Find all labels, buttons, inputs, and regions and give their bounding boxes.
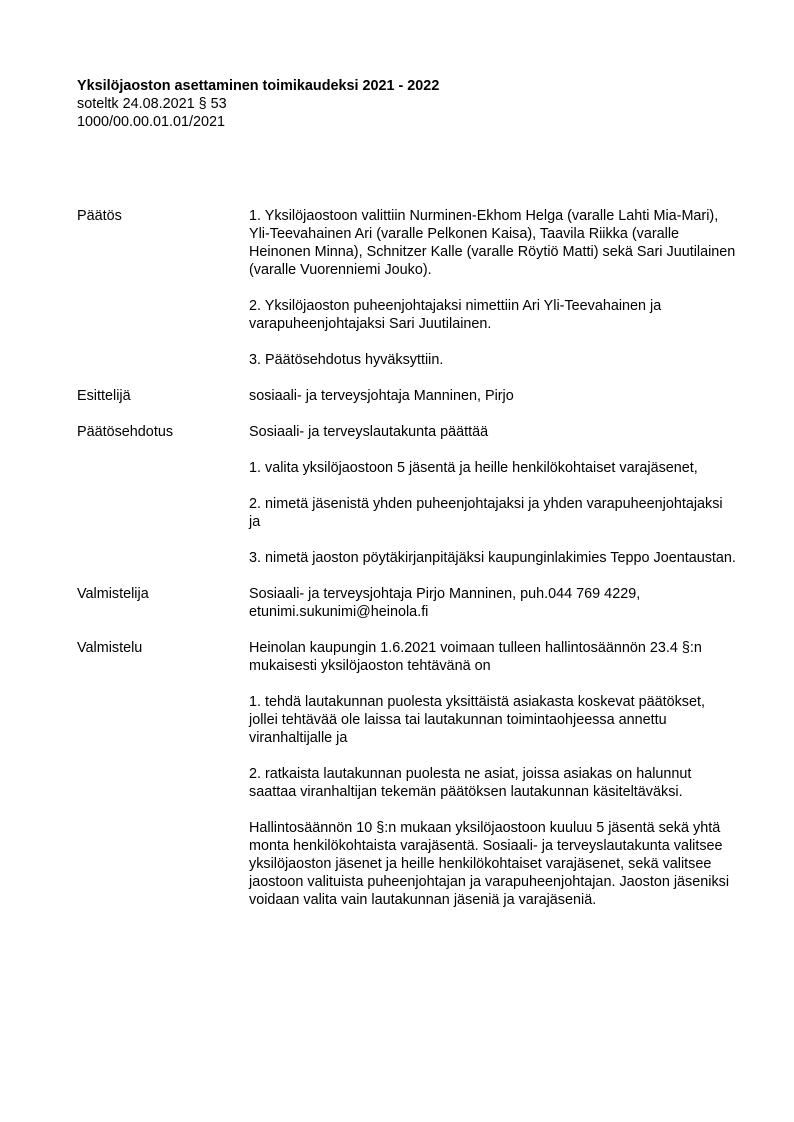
section-valmistelija bbox=[77, 585, 737, 621]
paragraph: 2. nimetä jäsenistä yhden puheenjohtajaksi ja yhden varapuheenjohtajaksi ja bbox=[249, 496, 723, 530]
section-body bbox=[249, 423, 737, 567]
document-header bbox=[77, 77, 737, 131]
section-label: Päätös bbox=[77, 208, 122, 224]
paragraph: sosiaali- ja terveysjohtaja Manninen, Pirjo bbox=[249, 388, 514, 404]
document-sections bbox=[77, 207, 737, 927]
paragraph: 3. nimetä jaoston pöytäkirjanpitäjäksi kaupunginlakimies Teppo Joentaustan. bbox=[249, 550, 736, 566]
section-body bbox=[249, 585, 737, 621]
paragraph: 1. valita yksilöjaostoon 5 jäsentä ja heille henkilökohtaiset varajäsenet, bbox=[249, 460, 698, 476]
meeting-reference: soteltk 24.08.2021 § 53 bbox=[77, 96, 227, 112]
paragraph: Hallintosäännön 10 §:n mukaan yksilöjaostoon kuuluu 5 jäsentä sekä yhtä monta henkilökohtaista varajäsentä. Sosiaali- ja terveyslautakunta valitsee yksilöjaoston jäsenet ja heille henkilökohtaiset varajäsenet, sekä valitsee jaostoon valituista puheenjohtajan ja varapuheenjohtajan. Jaoston jäseniksi voidaan valita vain lautakunnan jäseniä ja varajäseniä. bbox=[249, 820, 730, 908]
section-body bbox=[249, 387, 737, 405]
section-valmistelu bbox=[77, 639, 737, 909]
paragraph: 3. Päätösehdotus hyväksyttiin. bbox=[249, 352, 444, 368]
paragraph: Sosiaali- ja terveysjohtaja Pirjo Manninen, puh.044 769 4229, etunimi.sukunimi@heinola.fi bbox=[249, 586, 641, 620]
section-body bbox=[249, 639, 737, 909]
record-number: 1000/00.00.01.01/2021 bbox=[77, 114, 226, 130]
paragraph: 1. tehdä lautakunnan puolesta yksittäistä asiakasta koskevat päätökset, jollei tehtävää ole laissa tai lautakunnan toimintaohjeessa annettu viranhaltijalle ja bbox=[249, 694, 705, 746]
section-label: Päätösehdotus bbox=[77, 424, 174, 440]
paragraph: Sosiaali- ja terveyslautakunta päättää bbox=[249, 424, 489, 440]
section-paatos bbox=[77, 207, 737, 369]
document-title: Yksilöjaoston asettaminen toimikaudeksi 2021 - 2022 bbox=[77, 78, 440, 94]
paragraph: 2. Yksilöjaoston puheenjohtajaksi nimettiin Ari Yli-Teevahainen ja varapuheenjohtajaksi Sari Juutilainen. bbox=[249, 298, 662, 332]
paragraph: 1. Yksilöjaostoon valittiin Nurminen-Ekhom Helga (varalle Lahti Mia-Mari), Yli-Teevahainen Ari (varalle Pelkonen Kaisa), Taavila Riikka (varalle Heinonen Minna), Schnitzer Kalle (varalle Röytiö Matti) sekä Sari Juutilainen (varalle Vuorenniemi Jouko). bbox=[249, 208, 736, 278]
section-label: Valmistelija bbox=[77, 586, 149, 602]
paragraph: Heinolan kaupungin 1.6.2021 voimaan tulleen hallintosäännön 23.4 §:n mukaisesti yksilöjaoston tehtävänä on bbox=[249, 640, 702, 674]
section-body bbox=[249, 207, 737, 369]
section-label: Valmistelu bbox=[77, 640, 143, 656]
section-label: Esittelijä bbox=[77, 388, 131, 404]
paragraph: 2. ratkaista lautakunnan puolesta ne asiat, joissa asiakas on halunnut saattaa viranhaltijan tekemän päätöksen lautakunnan käsiteltäväksi. bbox=[249, 766, 692, 800]
section-paatosehdotus bbox=[77, 423, 737, 567]
section-esittelija bbox=[77, 387, 737, 405]
